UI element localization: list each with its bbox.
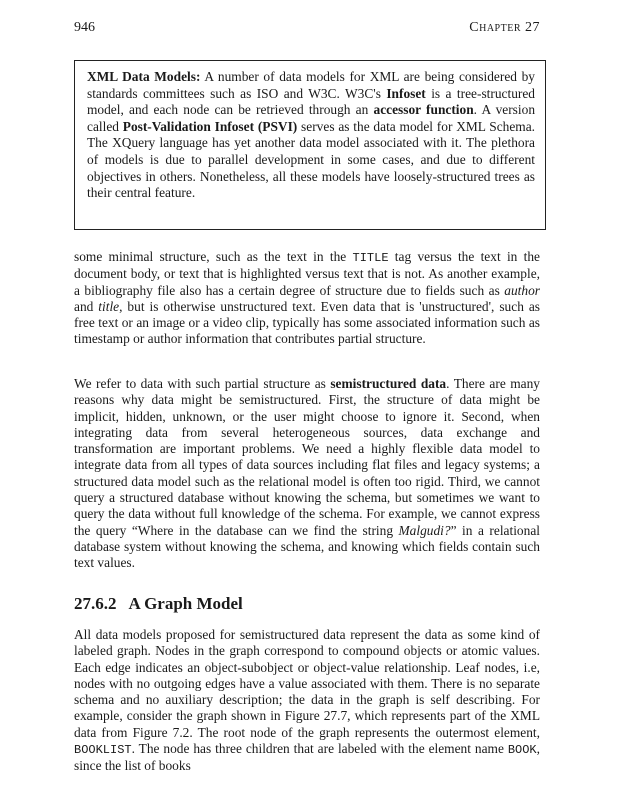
code-term: BOOK	[507, 743, 537, 758]
text-run: ” in a relational database system without knowing the schema, and knowing which fields contain such text values.	[74, 522, 540, 571]
text-run: . There are many reasons why data might be semistructured. First, the structure of data might be implicit, hidden, unknown, or the user might choose to ignore it. Second, when integrating data from several heterogeneous sources, data exchange and transformation are important problems. We need a highly flexible data model to integrate data from all types of data sources including flat files and legacy systems; a structured data model such as the relational model is often too rigid. Third, we cannot query a structured database without knowing the schema, but sometimes we want to query the data without full knowledge of the schema. For example, we cannot express the query “Where in the database can we find the string	[74, 376, 540, 538]
bold-term: semistructured data	[330, 376, 447, 391]
text-run: . The node has three children that are labeled with the element name	[131, 741, 508, 757]
sidebar-text: serves as the data model for XML Schema. The XQuery language has yet another data model associated with it. The plethora of models is due to parallel development in some cases, and due to different objectives in others. Nonetheless, all these models have loosely-structured trees as their central feature.	[87, 118, 535, 201]
section-heading	[74, 594, 243, 614]
body-paragraph	[74, 249, 540, 348]
code-term: BOOKLIST	[74, 743, 132, 758]
sidebar-term-infoset: Infoset	[386, 85, 426, 101]
sidebar-term-psvi: Post-Validation Infoset (PSVI)	[122, 118, 298, 134]
sidebar-text: . A version called	[87, 102, 536, 134]
body-paragraph	[74, 627, 540, 775]
italic-term: title	[98, 298, 120, 314]
chapter-heading: Chapter 27	[469, 20, 540, 35]
text-run: tag versus the text in the document body, or text that is highlighted versus text that is not. As another example, a bibliography file also has a certain degree of structure due to fields such as	[74, 249, 540, 298]
text-run: some minimal structure, such as the text in the	[74, 249, 353, 264]
text-run: and	[74, 298, 99, 314]
sidebar-text: is a tree-structured model, and each node can be retrieved through an	[87, 85, 535, 118]
sidebar-term-accessor: accessor function	[373, 102, 474, 118]
text-run: We refer to data with such partial structure as	[74, 376, 331, 391]
sidebar-lead: XML Data Models:	[87, 69, 201, 84]
code-term: TITLE	[352, 251, 389, 265]
italic-term: Malgudi?	[398, 522, 451, 538]
xml-data-models-sidebar	[74, 60, 546, 230]
sidebar-text: A number of data models for XML are being considered by standards committees such as ISO and W3C. W3C's	[87, 69, 536, 101]
text-run: All data models proposed for semistructured data represent the data as some kind of labeled graph. Nodes in the graph correspond to compound objects or atomic values. Each edge indicates an object-subobject or object-value relationship. Leaf nodes, i.e, nodes with no outgoing edges have a value associated with them. There is no separate schema and no auxiliary description; the data in the graph is self describing. For example, consider the graph shown in Figure 27.7, which represents part of the XML data from Figure 7.2. The root node of the graph represents the outermost element,	[74, 627, 540, 740]
section-title: A Graph Model	[128, 594, 243, 613]
italic-term: author	[504, 282, 540, 298]
text-run: , but is otherwise unstructured text. Even data that is 'unstructured', such as free text or an image or a video clip, typically has some associated information such as timestamp or author information that contributes partial structure.	[74, 298, 540, 347]
text-run: , since the list of books	[74, 741, 540, 774]
section-number: 27.6.2	[74, 594, 117, 613]
body-paragraph	[74, 376, 540, 572]
page-number: 946	[74, 20, 95, 35]
